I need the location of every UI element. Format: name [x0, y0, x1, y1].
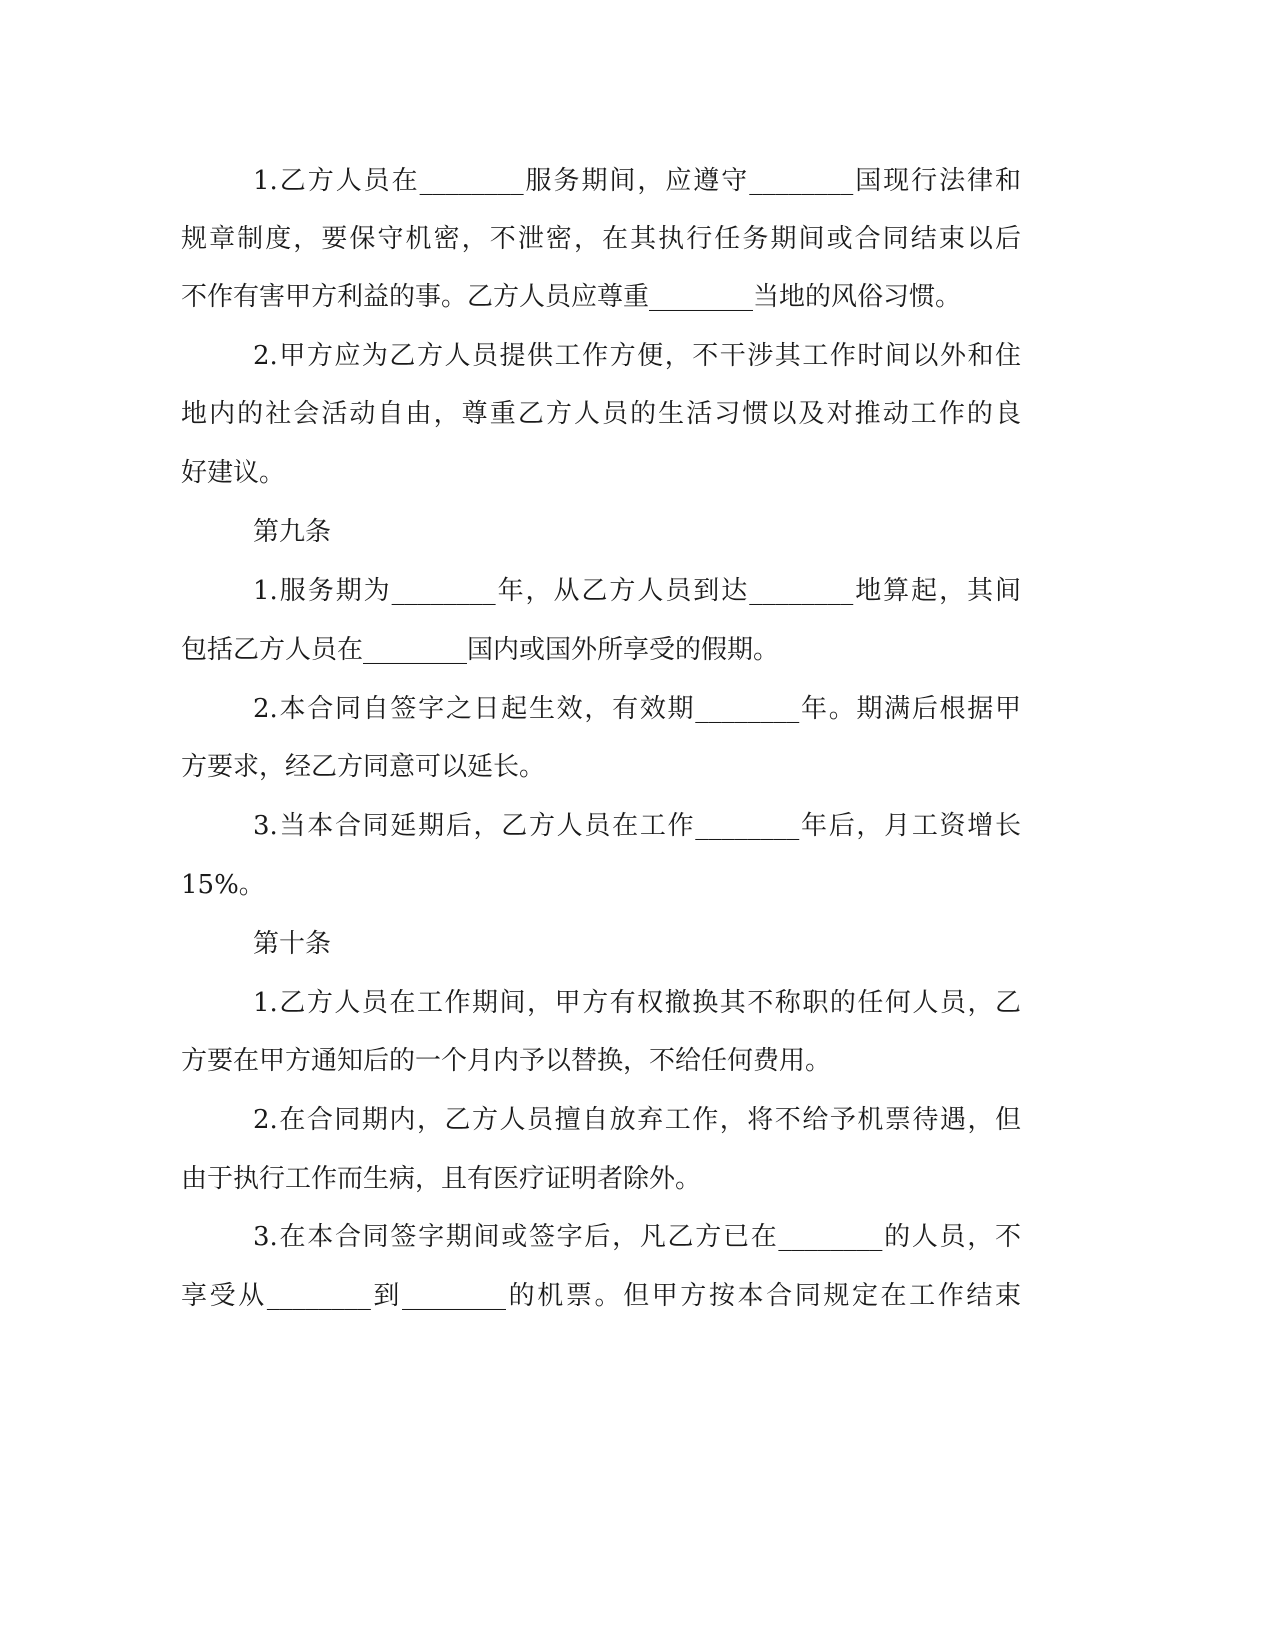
text-line: 不作有害甲方利益的事。乙方人员应尊重________当地的风俗习惯。 [181, 282, 962, 312]
text-line: 好建议。 [181, 458, 286, 488]
text-line: 2.甲方应为乙方人员提供工作方便，不干涉其工作时间以外和住 [253, 341, 1021, 371]
section-heading: 第十条 [253, 929, 332, 959]
section-heading: 第九条 [253, 517, 332, 547]
text-line: 2.在合同期内，乙方人员擅自放弃工作，将不给予机票待遇，但 [253, 1105, 1021, 1135]
text-line: 方要求，经乙方同意可以延长。 [181, 752, 546, 782]
text-line: 包括乙方人员在________国内或国外所享受的假期。 [181, 635, 780, 665]
text-line: 由于执行工作而生病，且有医疗证明者除外。 [181, 1164, 702, 1194]
text-line: 享受从________到________的机票。但甲方按本合同规定在工作结束 [181, 1281, 1021, 1311]
text-line: 15%。 [181, 870, 265, 900]
text-line: 3.当本合同延期后，乙方人员在工作________年后，月工资增长 [253, 811, 1021, 841]
text-line: 1.服务期为________年，从乙方人员到达________地算起，其间 [253, 576, 1021, 606]
text-line: 地内的社会活动自由，尊重乙方人员的生活习惯以及对推动工作的良 [181, 399, 1021, 429]
text-line: 3.在本合同签字期间或签字后，凡乙方已在________的人员，不 [253, 1222, 1021, 1252]
text-line: 2.本合同自签字之日起生效，有效期________年。期满后根据甲 [253, 694, 1021, 724]
text-line: 1.乙方人员在________服务期间，应遵守________国现行法律和 [253, 166, 1021, 196]
text-line: 规章制度，要保守机密，不泄密，在其执行任务期间或合同结束以后 [181, 224, 1021, 254]
text-line: 1.乙方人员在工作期间，甲方有权撤换其不称职的任何人员，乙 [253, 988, 1021, 1018]
text-line: 方要在甲方通知后的一个月内予以替换，不给任何费用。 [181, 1046, 832, 1076]
